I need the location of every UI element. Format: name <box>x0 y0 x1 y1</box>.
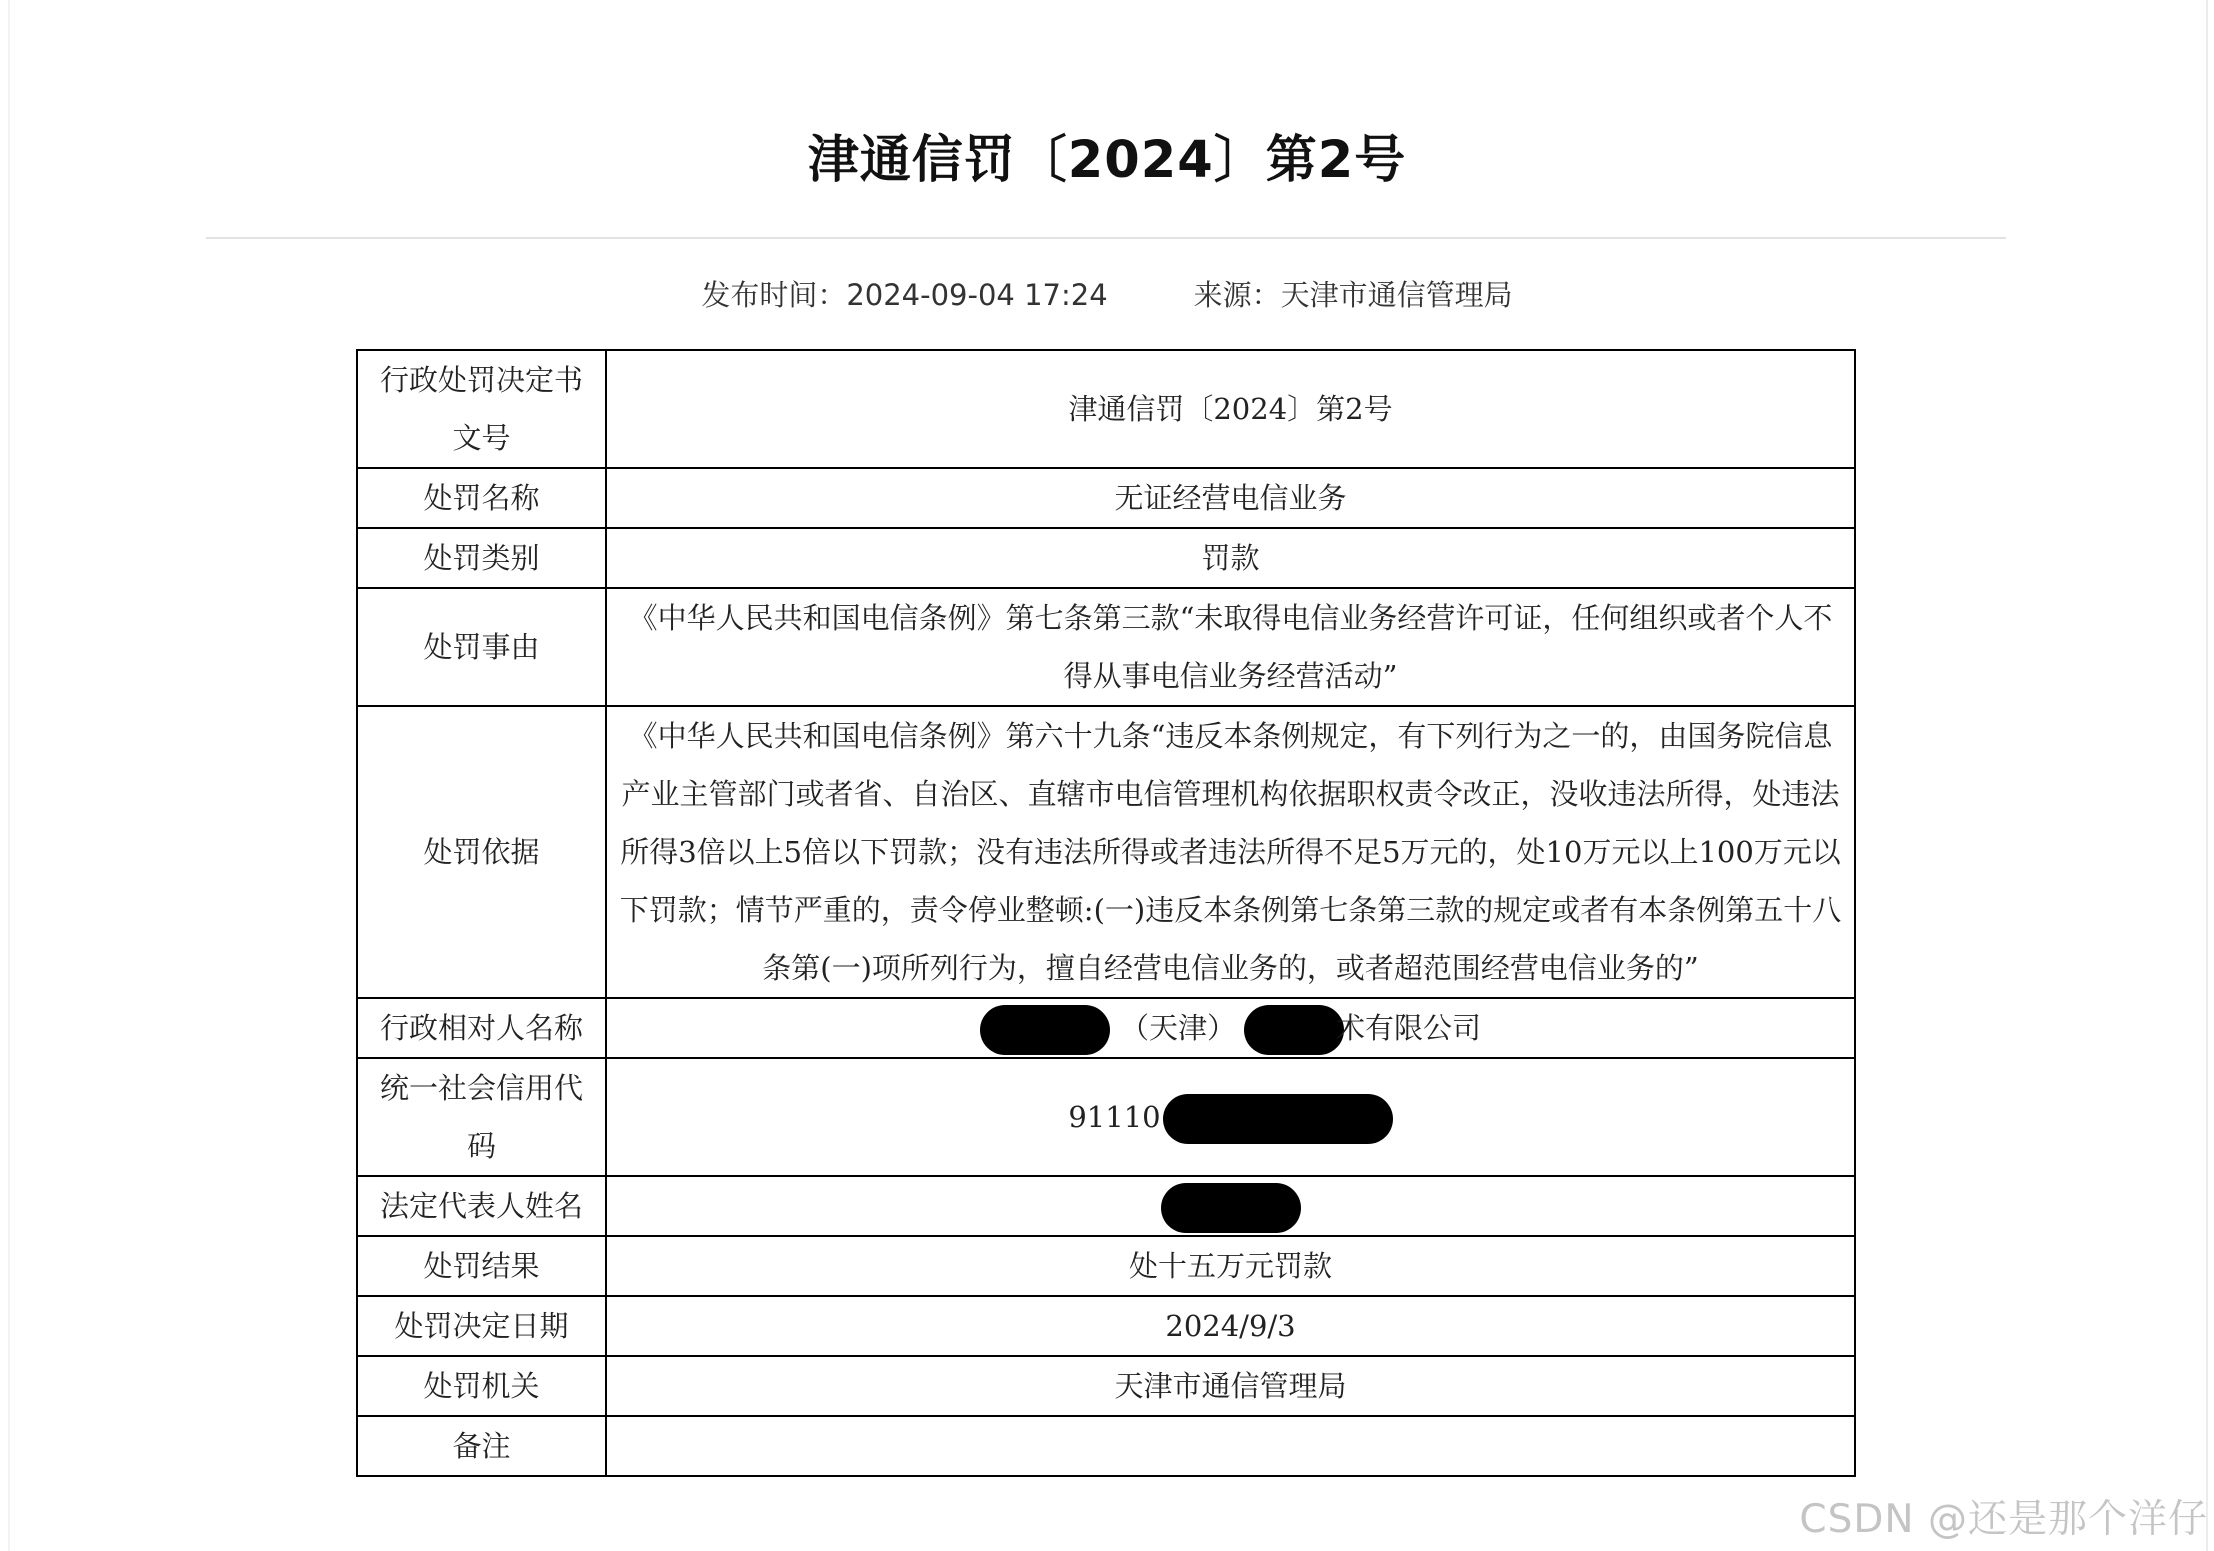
company-name-part: （天津） <box>1119 1011 1236 1045</box>
row-label: 处罚依据 <box>357 706 606 998</box>
row-label: 处罚事由 <box>357 588 606 706</box>
row-label: 处罚决定日期 <box>357 1296 606 1356</box>
company-name-part: 术有限公司 <box>1336 1011 1482 1045</box>
page-left-edge <box>8 0 10 1551</box>
table-row <box>357 1296 1855 1356</box>
source: 来源：天津市通信管理局 <box>1193 278 1513 312</box>
publish-time: 发布时间：2024-09-04 17:24 <box>701 278 1108 312</box>
table-row <box>357 588 1855 706</box>
meta-line <box>0 274 2214 316</box>
row-label: 统一社会信用代码 <box>357 1058 606 1176</box>
row-value: 2024/9/3 <box>606 1296 1855 1356</box>
credit-code-prefix: 91110 <box>1068 1100 1161 1134</box>
page-right-edge <box>2206 0 2208 1551</box>
table-row <box>357 1416 1855 1476</box>
table-row <box>357 350 1855 468</box>
table-row <box>357 998 1855 1058</box>
row-label: 处罚类别 <box>357 528 606 588</box>
redaction-mark <box>980 1005 1110 1055</box>
redaction-mark <box>1161 1183 1301 1233</box>
csdn-watermark: CSDN @还是那个洋仔 <box>1799 1497 2208 1542</box>
row-value: 《中华人民共和国电信条例》第六十九条“违反本条例规定，有下列行为之一的，由国务院信息产业主管部门或者省、自治区、直辖市电信管理机构依据职权责令改正，没收违法所得，处违法所得3倍以上5倍以下罚款；没有违法所得或者违法所得不足5万元的，处10万元以上100万元以下罚款；情节严重的，责令停业整顿:(一)违反本条例第七条第三款的规定或者有本条例第五十八条第(一)项所列行为，擅自经营电信业务的，或者超范围经营电信业务的” <box>606 706 1855 998</box>
row-value-company <box>606 998 1855 1058</box>
table-row <box>357 1236 1855 1296</box>
row-label: 处罚结果 <box>357 1236 606 1296</box>
row-value: 津通信罚〔2024〕第2号 <box>606 350 1855 468</box>
row-label: 处罚名称 <box>357 468 606 528</box>
row-value: 处十五万元罚款 <box>606 1236 1855 1296</box>
row-label: 行政相对人名称 <box>357 998 606 1058</box>
row-value-credit-code <box>606 1058 1855 1176</box>
table-row <box>357 1356 1855 1416</box>
row-value: 《中华人民共和国电信条例》第七条第三款“未取得电信业务经营许可证，任何组织或者个人不得从事电信业务经营活动” <box>606 588 1855 706</box>
table-row <box>357 1176 1855 1236</box>
row-value <box>606 1416 1855 1476</box>
row-value: 无证经营电信业务 <box>606 468 1855 528</box>
table-row <box>357 706 1855 998</box>
row-value: 天津市通信管理局 <box>606 1356 1855 1416</box>
title-divider <box>206 237 2006 239</box>
redaction-mark <box>1163 1094 1393 1144</box>
table-row <box>357 468 1855 528</box>
penalty-info-table <box>356 349 1856 1477</box>
redaction-mark <box>1244 1005 1344 1055</box>
row-label: 法定代表人姓名 <box>357 1176 606 1236</box>
table-row <box>357 1058 1855 1176</box>
page-title: 津通信罚〔2024〕第2号 <box>807 131 1407 190</box>
table-row <box>357 528 1855 588</box>
row-label: 处罚机关 <box>357 1356 606 1416</box>
row-value: 罚款 <box>606 528 1855 588</box>
row-label: 行政处罚决定书文号 <box>357 350 606 468</box>
row-value-legal-rep <box>606 1176 1855 1236</box>
row-label: 备注 <box>357 1416 606 1476</box>
